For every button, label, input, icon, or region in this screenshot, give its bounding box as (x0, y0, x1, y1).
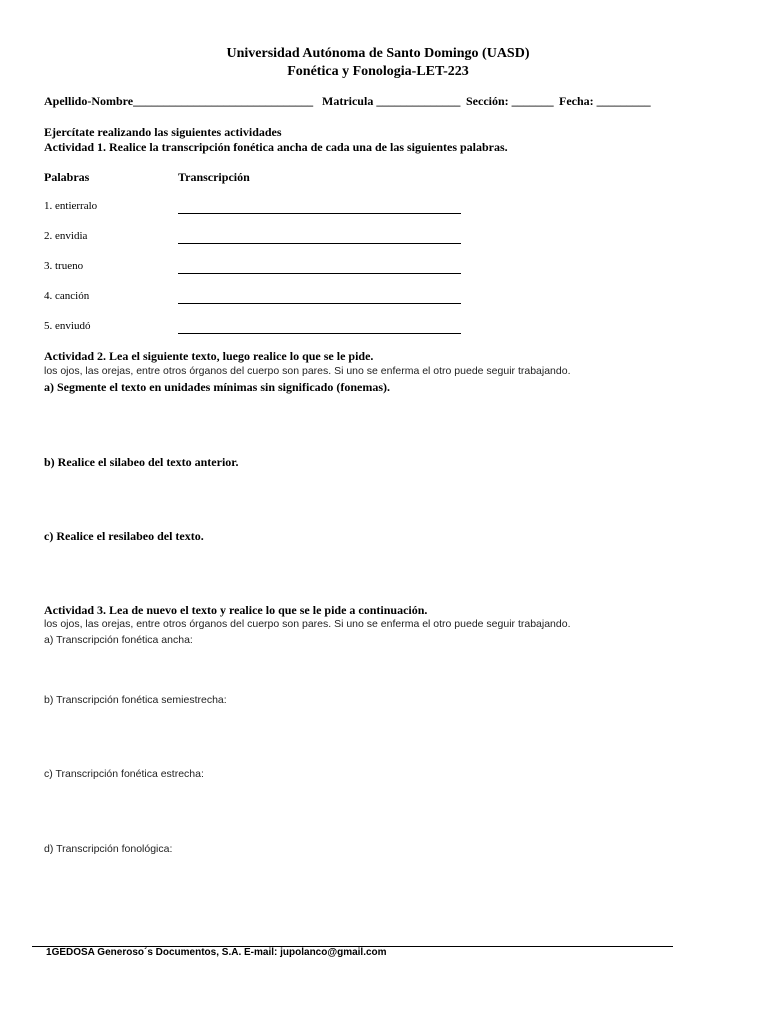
activity3-item-d: d) Transcripción fonológica: (44, 843, 173, 855)
name-field[interactable]: Apellido-Nombre______________________________ (44, 94, 314, 108)
activity2-instruction: Actividad 2. Lea el siguiente texto, luego realice lo que se le pide. (44, 349, 374, 363)
fecha-field[interactable]: Fecha: _________ (559, 94, 651, 108)
column-header-words: Palabras (44, 170, 90, 184)
activity3-item-c: c) Transcripción fonética estrecha: (44, 768, 204, 780)
footer-text: GEDOSA Generoso´s Documentos, S.A. E-mail: jupolanco@gmail.com (51, 947, 387, 958)
seccion-field[interactable]: Sección: _______ (466, 94, 554, 108)
answer-line[interactable] (178, 273, 461, 274)
activity1-instruction: Actividad 1. Realice la transcripción fonética ancha de cada una de las siguientes palabras. (44, 140, 508, 154)
activity2-item-b: b) Realice el silabeo del texto anterior. (44, 455, 239, 469)
word-item: 3. trueno (44, 260, 84, 272)
activity3-instruction: Actividad 3. Lea de nuevo el texto y realice lo que se le pide a continuación. (44, 603, 428, 617)
answer-line[interactable] (178, 213, 461, 214)
word-item: 1. entierralo (44, 200, 98, 212)
answer-line[interactable] (178, 303, 461, 304)
matricula-field[interactable]: Matricula ______________ (322, 94, 461, 108)
activity3-text: los ojos, las orejas, entre otros órganos del cuerpo son pares. Si uno se enferma el otro puede seguir trabajando. (44, 618, 571, 630)
activity3-item-b: b) Transcripción fonética semiestrecha: (44, 694, 227, 706)
activity2-item-a: a) Segmente el texto en unidades mínimas sin significado (fonemas). (44, 380, 390, 394)
page-number: 1 (46, 947, 52, 958)
intro-text: Ejercítate realizando las siguientes actividades (44, 125, 282, 139)
university-title: Universidad Autónoma de Santo Domingo (UASD) (226, 46, 530, 61)
answer-line[interactable] (178, 333, 461, 334)
activity2-text: los ojos, las orejas, entre otros órganos del cuerpo son pares. Si uno se enferma el otro puede seguir trabajando. (44, 365, 571, 377)
word-item: 4. canción (44, 290, 90, 302)
column-header-transcription: Transcripción (178, 170, 250, 184)
activity3-item-a: a) Transcripción fonética ancha: (44, 634, 193, 646)
course-title: Fonética y Fonologia-LET-223 (287, 64, 469, 79)
answer-line[interactable] (178, 243, 461, 244)
footer (46, 947, 387, 958)
word-item: 5. enviudó (44, 320, 91, 332)
activity2-item-c: c) Realice el resilabeo del texto. (44, 529, 204, 543)
word-item: 2. envidia (44, 230, 88, 242)
